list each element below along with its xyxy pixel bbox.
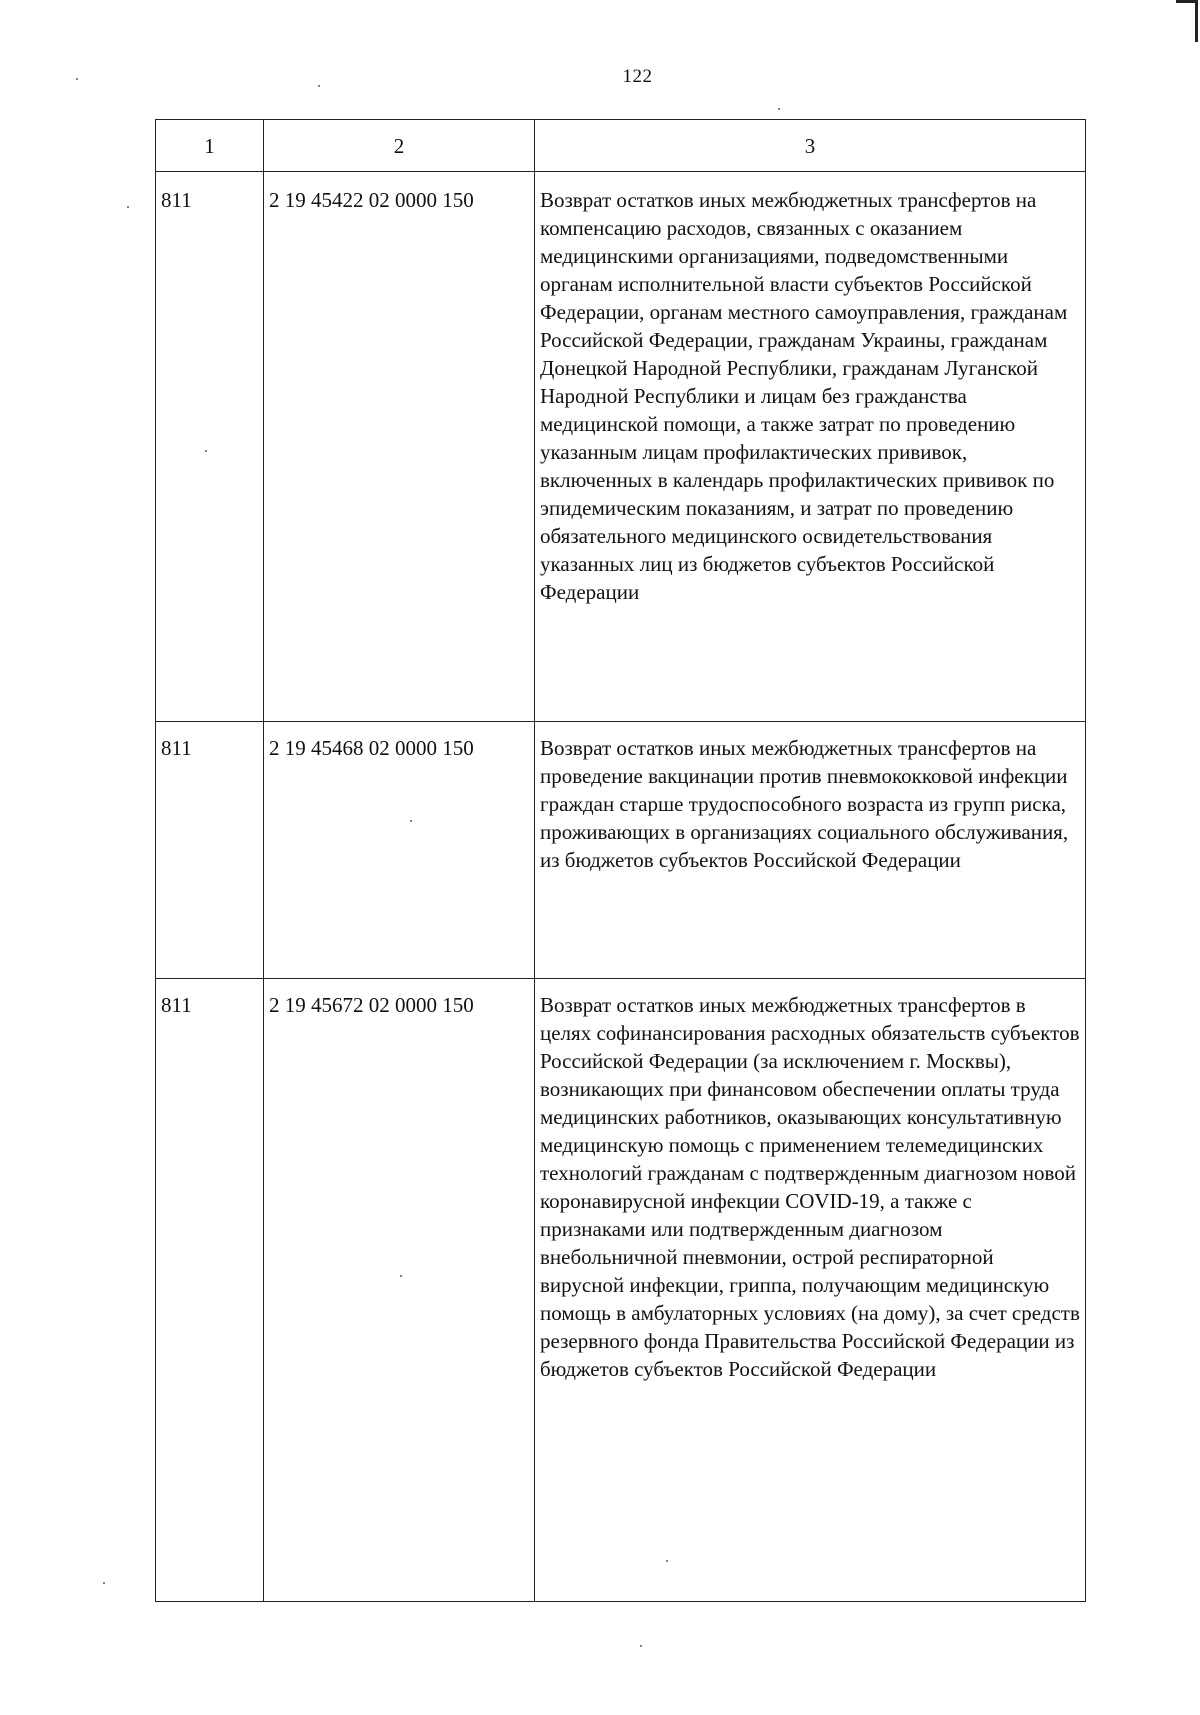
kbk-code-cell: 2 19 45422 02 0000 150 bbox=[264, 172, 535, 722]
scan-speck bbox=[76, 78, 78, 80]
scan-speck bbox=[778, 108, 780, 110]
scan-speck bbox=[400, 1275, 402, 1277]
table-header-row bbox=[156, 120, 1086, 172]
scan-speck bbox=[205, 450, 207, 452]
scan-speck bbox=[640, 1645, 642, 1647]
scan-speck bbox=[103, 1582, 105, 1584]
kbk-code-cell: 2 19 45468 02 0000 150 bbox=[264, 722, 535, 979]
table-row bbox=[156, 979, 1086, 1602]
column-header-1: 1 bbox=[156, 120, 264, 172]
admin-code-cell: 811 bbox=[156, 722, 264, 979]
table-row bbox=[156, 722, 1086, 979]
kbk-code-cell: 2 19 45672 02 0000 150 bbox=[264, 979, 535, 1602]
column-header-3: 3 bbox=[535, 120, 1086, 172]
document-sheet bbox=[155, 119, 1085, 1565]
budget-codes-table bbox=[155, 119, 1086, 1602]
scan-speck bbox=[410, 820, 412, 822]
scan-speck bbox=[318, 85, 320, 87]
column-header-2: 2 bbox=[264, 120, 535, 172]
page-number: 122 bbox=[622, 66, 653, 87]
description-cell: Возврат остатков иных межбюджетных трансфертов в целях софинансирования расходных обязательств субъектов Российской Федерации (за исключением г. Москвы), возникающих при финансовом обеспечении оплаты труда медицинских работников, оказывающих консультативную медицинскую помощь с применением телемедицинских технологий гражданам с подтвержденным диагнозом новой коронавирусной инфекции COVID-19, а также с признаками или подтвержденным диагнозом внебольничной пневмонии, острой респираторной вирусной инфекции, гриппа, получающим медицинскую помощь в амбулаторных условиях (на дому), за счет средств резервного фонда Правительства Российской Федерации из бюджетов субъектов Российской Федерации bbox=[535, 979, 1086, 1602]
table-row bbox=[156, 172, 1086, 722]
scan-corner-mark bbox=[1176, 0, 1198, 42]
description-cell: Возврат остатков иных межбюджетных трансфертов на компенсацию расходов, связанных с оказанием медицинскими организациями, подведомственными органам исполнительной власти субъектов Российской Федерации, органам местного самоуправления, гражданам Российской Федерации, гражданам Украины, гражданам Донецкой Народной Республики, гражданам Луганской Народной Республики и лицам без гражданства медицинской помощи, а также затрат по проведению указанным лицам профилактических прививок, включенных в календарь профилактических прививок по эпидемическим показаниям, и затрат по проведению обязательного медицинского освидетельствования указанных лиц из бюджетов субъектов Российской Федерации bbox=[535, 172, 1086, 722]
scan-speck bbox=[127, 206, 129, 208]
scan-speck bbox=[666, 1560, 668, 1562]
admin-code-cell: 811 bbox=[156, 172, 264, 722]
admin-code-cell: 811 bbox=[156, 979, 264, 1602]
description-cell: Возврат остатков иных межбюджетных трансфертов на проведение вакцинации против пневмококковой инфекции граждан старше трудоспособного возраста из групп риска, проживающих в организациях социального обслуживания, из бюджетов субъектов Российской Федерации bbox=[535, 722, 1086, 979]
